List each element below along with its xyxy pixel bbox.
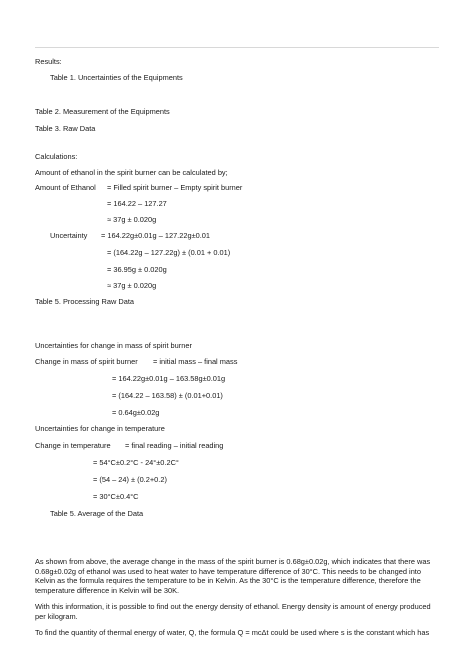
results-heading: Results: [35,57,62,66]
mass-uncertainty-heading: Uncertainties for change in mass of spirit burner [35,341,192,350]
table2-caption: Table 2. Measurement of the Equipments [35,107,170,116]
temp-uncertainty-heading: Uncertainties for change in temperature [35,424,165,433]
amount-formula: = Filled spirit burner – Empty spirit burner [107,183,243,192]
uncertainty-label: Uncertainty [50,231,88,240]
mass-eq-1: = 164.22g±0.01g – 163.58g±0.01g [112,374,226,383]
table5-processing-caption: Table 5. Processing Raw Data [35,297,135,306]
mass-eq-2: = (164.22 – 163.58) ± (0.01+0.01) [112,391,223,400]
paragraph-energy-density: With this information, it is possible to find out the energy density of ethanol. Energy density is amount of energy produced per kilogram. [35,602,431,621]
table1-caption: Table 1. Uncertainties of the Equipments [50,73,183,82]
table3-caption: Table 3. Raw Data [35,124,96,133]
amount-intro: Amount of ethanol in the spirit burner can be calculated by; [35,168,228,177]
uncertainty-eq-4: ≈ 37g ± 0.020g [107,281,157,290]
amount-eq-2: ≈ 37g ± 0.020g [107,215,157,224]
calculations-heading: Calculations: [35,152,78,161]
amount-label: Amount of Ethanol [35,183,96,192]
mass-change-formula: = initial mass – final mass [153,357,238,366]
paragraph-mass-change: As shown from above, the average change in the mass of the spirit burner is 0.68g±0.02g, which indicates that there was 0.68g±0.02g of ethanol was used to heat water to have temperature difference of 30°C. This needs to be changed into Kelvin as the formula requires the temperature to be in Kelvin. As the 30°C is the temperature difference, therefore the temperature difference in Kelvin will be 30K. [35,557,431,595]
uncertainty-eq-2: = (164.22g – 127.22g) ± (0.01 + 0.01) [107,248,231,257]
uncertainty-eq-1: = 164.22g±0.01g – 127.22g±0.01 [101,231,211,240]
mass-eq-3: = 0.64g±0.02g [112,408,160,417]
table5-average-caption: Table 5. Average of the Data [50,509,144,518]
temp-change-formula: = final reading – initial reading [125,441,224,450]
uncertainty-eq-3: = 36.95g ± 0.020g [107,265,167,274]
temp-eq-1: = 54°C±0.2°C - 24°±0.2C° [93,458,179,467]
amount-eq-1: = 164.22 – 127.27 [107,199,167,208]
temp-change-label: Change in temperature [35,441,111,450]
paragraph-thermal-energy: To find the quantity of thermal energy of water, Q, the formula Q = mcΔt could be used where s is the constant which has [35,628,430,637]
temp-eq-2: = (54 – 24) ± (0.2+0.2) [93,475,167,484]
temp-eq-3: = 30°C±0.4°C [93,492,139,501]
mass-change-label: Change in mass of spirit burner [35,357,138,366]
header-divider [35,47,439,48]
